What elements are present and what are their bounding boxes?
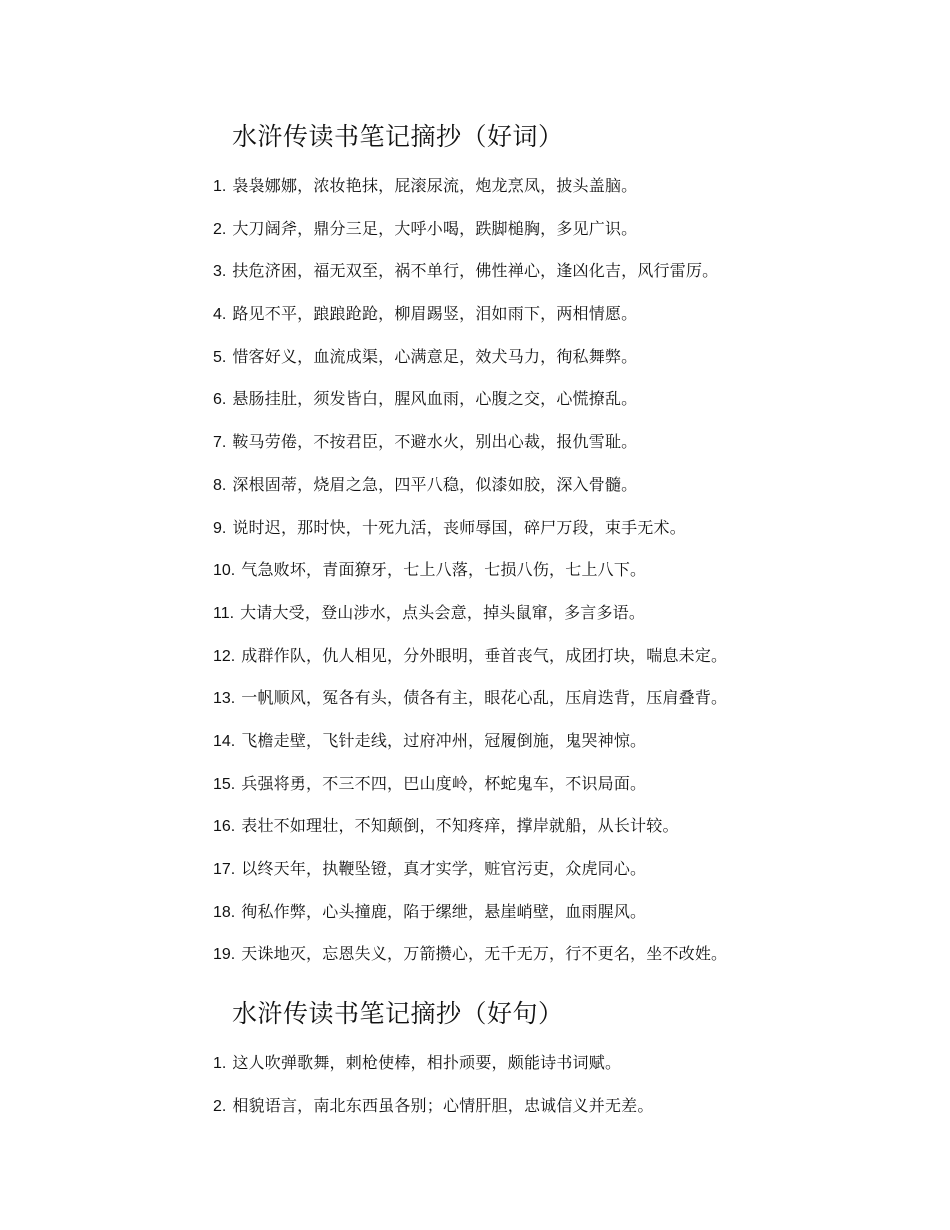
- item-number: 1.: [213, 1055, 227, 1072]
- list-item: [213, 603, 727, 646]
- item-text: 鞍马劳倦，不按君臣，不避水火，别出心裁，报仇雪耻。: [232, 432, 638, 452]
- item-text: 以终天年，执鞭坠镫，真才实学，赃官污吏，众虎同心。: [241, 859, 647, 878]
- list-item: [213, 688, 727, 731]
- item-number: 17.: [213, 861, 236, 878]
- item-number: 7.: [213, 434, 227, 452]
- item-number: 10.: [213, 562, 236, 580]
- list-item: [213, 859, 727, 902]
- list-item: [213, 646, 727, 689]
- good-words-heading: 水浒传读书笔记摘抄（好词）: [232, 122, 564, 151]
- item-text: 路见不平，踉踉跄跄，柳眉踢竖，泪如雨下，两相情愿。: [232, 304, 638, 324]
- item-number: 6.: [213, 391, 227, 409]
- item-number: 8.: [213, 476, 227, 494]
- item-number: 12.: [213, 647, 236, 665]
- item-number: 15.: [213, 775, 236, 793]
- item-text: 悬肠挂肚，须发皆白，腥风血雨，心腹之交，心慌撩乱。: [232, 389, 638, 409]
- list-item: [213, 176, 727, 219]
- item-number: 14.: [213, 732, 236, 750]
- item-text: 扶危济困，福无双至，祸不单行，佛性禅心，逢凶化吉，风行雷厉。: [232, 261, 719, 281]
- item-text: 相貌语言，南北东西虽各别；心情肝胆，忠诚信义并无差。: [232, 1095, 654, 1115]
- list-item: [213, 347, 727, 390]
- list-item: [213, 731, 727, 774]
- item-number: 5.: [213, 348, 227, 366]
- item-number: 1.: [213, 178, 227, 195]
- item-text: 惜客好义，血流成渠，心满意足，效犬马力，徇私舞弊。: [232, 346, 638, 366]
- item-text: 这人吹弹歌舞，刺枪使棒，相扑顽要，颇能诗书词赋。: [232, 1053, 622, 1072]
- list-item: [213, 261, 727, 304]
- list-item: [213, 518, 727, 561]
- item-text: 天诛地灭，忘恩失义，万箭攒心，无千无万，行不更名，坐不改姓。: [241, 944, 728, 964]
- item-text: 飞檐走壁，飞针走线，过府冲州，冠履倒施，鬼哭神惊。: [241, 730, 647, 750]
- item-number: 2.: [213, 220, 227, 238]
- item-number: 11.: [213, 604, 235, 622]
- item-number: 19.: [213, 946, 236, 964]
- item-number: 18.: [213, 903, 236, 921]
- item-text: 袅袅娜娜，浓妆艳抹，屁滚尿流，炮龙烹凤，披头盖脑。: [232, 176, 638, 195]
- list-item: [213, 219, 727, 262]
- item-text: 一帆顺风，冤各有头，债各有主，眼花心乱，压肩迭背，压肩叠背。: [241, 688, 728, 708]
- good-words-list: [213, 176, 727, 987]
- list-item: [213, 902, 727, 945]
- list-item: [213, 774, 727, 817]
- item-text: 深根固蒂，烧眉之急，四平八稳，似漆如胶，深入骨髓。: [232, 474, 638, 494]
- list-item: [213, 475, 727, 518]
- item-text: 大请大受，登山涉水，点头会意，掉头鼠窜，多言多语。: [240, 602, 646, 622]
- item-number: 2.: [213, 1097, 227, 1115]
- list-item: [213, 389, 727, 432]
- item-text: 表壮不如理壮，不知颠倒，不知疼痒，撑岸就船，从长计较。: [241, 816, 679, 836]
- list-item: [213, 1053, 654, 1096]
- item-text: 成群作队，仇人相见，分外眼明，垂首丧气，成团打块，喘息未定。: [241, 645, 728, 665]
- item-number: 3.: [213, 263, 227, 281]
- item-text: 兵强将勇，不三不四，巴山度岭，杯蛇鬼车，不识局面。: [241, 773, 647, 793]
- item-text: 徇私作弊，心头撞鹿，陷于缧绁，悬崖峭壁，血雨腥风。: [241, 901, 647, 921]
- item-text: 说时迟，那时快，十死九活，丧师辱国，碎尸万段，束手无术。: [232, 517, 686, 537]
- item-text: 大刀阔斧，鼎分三足，大呼小喝，跌脚槌胸，多见广识。: [232, 218, 638, 238]
- item-number: 13.: [213, 690, 236, 708]
- item-number: 9.: [213, 519, 227, 537]
- item-text: 气急败坏，青面獠牙，七上八落，七损八伤，七上八下。: [241, 560, 647, 580]
- list-item: [213, 816, 727, 859]
- good-sentences-heading: 水浒传读书笔记摘抄（好句）: [232, 999, 564, 1028]
- list-item: [213, 944, 727, 987]
- list-item: [213, 560, 727, 603]
- list-item: [213, 304, 727, 347]
- item-number: 4.: [213, 306, 227, 324]
- list-item: [213, 432, 727, 475]
- good-sentences-list: [213, 1053, 654, 1138]
- list-item: [213, 1096, 654, 1139]
- item-number: 16.: [213, 818, 236, 836]
